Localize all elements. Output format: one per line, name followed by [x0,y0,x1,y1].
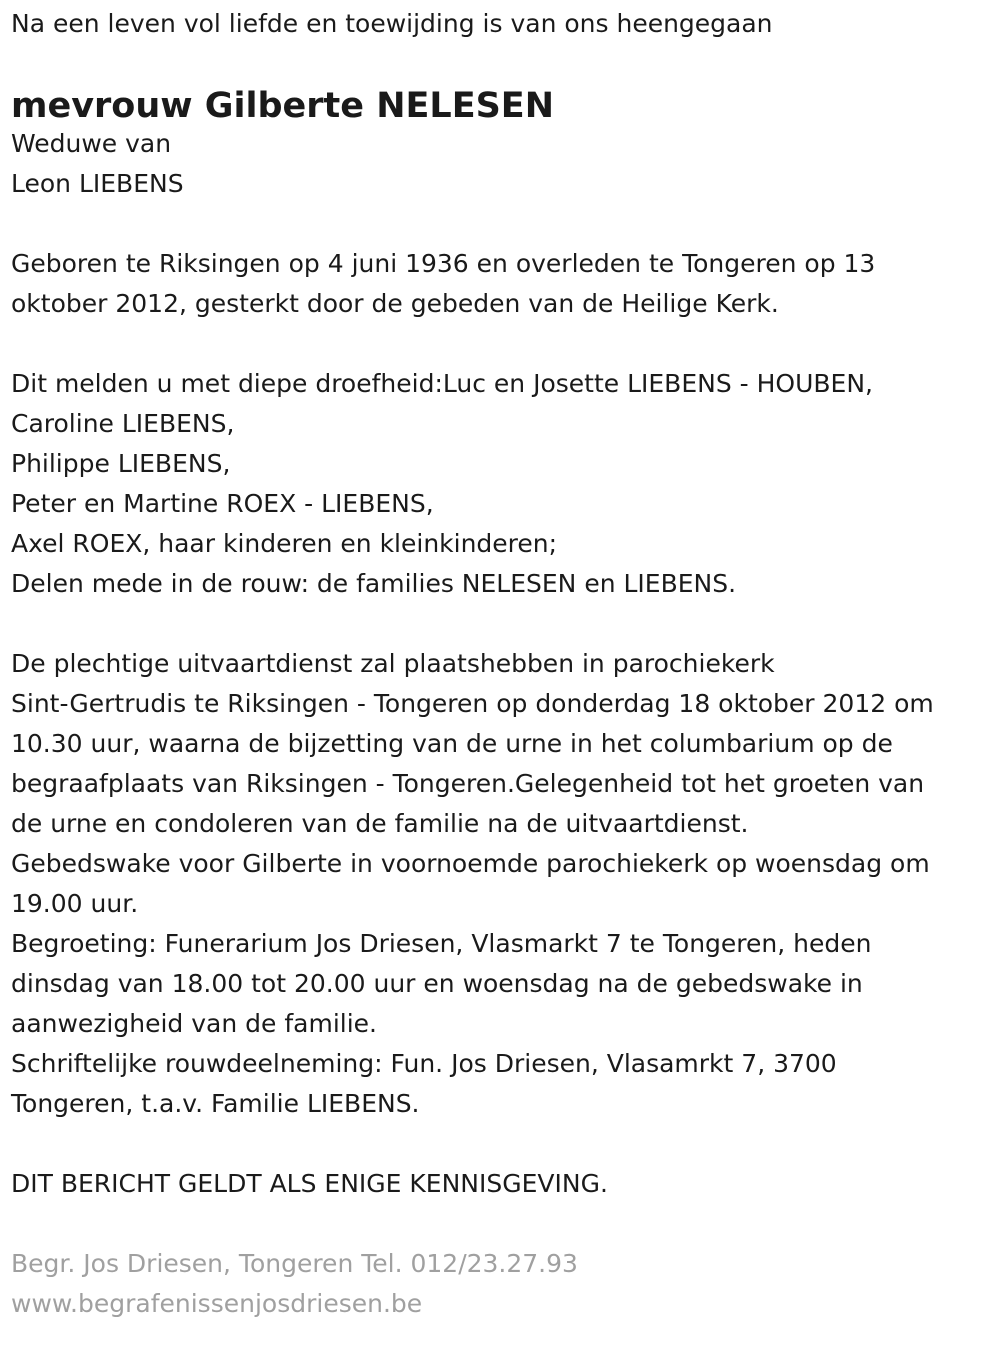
spouse-label: Weduwe van [11,129,172,158]
service-line: 19.00 uur. [11,889,139,918]
spacer [11,204,993,244]
service-line: Tongeren, t.a.v. Familie LIEBENS. [11,1089,420,1118]
spacer [11,324,993,364]
service-line: Schriftelijke rouwdeelneming: Fun. Jos Driesen, Vlasamrkt 7, 3700 [11,1049,837,1078]
obituary-notice [11,4,993,1324]
spacer [11,604,993,644]
service-line: de urne en condoleren van de familie na de uitvaartdienst. [11,809,749,838]
family-line: Philippe LIEBENS, [11,449,231,478]
funeral-home-website: www.begrafenissenjosdriesen.be [11,1289,423,1318]
service-line: Gebedswake voor Gilberte in voornoemde parochiekerk op woensdag om [11,849,930,878]
family-line: Caroline LIEBENS, [11,409,235,438]
family-line: Delen mede in de rouw: de families NELESEN en LIEBENS. [11,569,737,598]
family-line: Peter en Martine ROEX - LIEBENS, [11,489,434,518]
service-line: begraafplaats van Riksingen - Tongeren.Gelegenheid tot het groeten van [11,769,925,798]
service-line: dinsdag van 18.00 tot 20.00 uur en woensdag na de gebedswake in [11,969,863,998]
birth-death-line: Geboren te Riksingen op 4 juni 1936 en overleden te Tongeren op 13 [11,249,876,278]
service-line: Begroeting: Funerarium Jos Driesen, Vlasmarkt 7 te Tongeren, heden [11,929,872,958]
spouse-name: Leon LIEBENS [11,169,184,198]
family-line: Dit melden u met diepe droefheid:Luc en Josette LIEBENS - HOUBEN, [11,369,873,398]
service-line: aanwezigheid van de familie. [11,1009,377,1038]
birth-death-line: oktober 2012, gesterkt door de gebeden van de Heilige Kerk. [11,289,779,318]
service-line: De plechtige uitvaartdienst zal plaatshebben in parochiekerk [11,649,775,678]
funeral-home-contact: Begr. Jos Driesen, Tongeren Tel. 012/23.27.93 [11,1249,578,1278]
service-line: Sint-Gertrudis te Riksingen - Tongeren op donderdag 18 oktober 2012 om [11,689,934,718]
notice-text: DIT BERICHT GELDT ALS ENIGE KENNISGEVING. [11,1169,608,1198]
spacer [11,1124,993,1164]
intro-text: Na een leven vol liefde en toewijding is van ons heengegaan [11,9,773,38]
spacer [11,1204,993,1244]
family-line: Axel ROEX, haar kinderen en kleinkinderen; [11,529,558,558]
service-line: 10.30 uur, waarna de bijzetting van de urne in het columbarium op de [11,729,893,758]
deceased-name: mevrouw Gilberte NELESEN [11,86,555,126]
